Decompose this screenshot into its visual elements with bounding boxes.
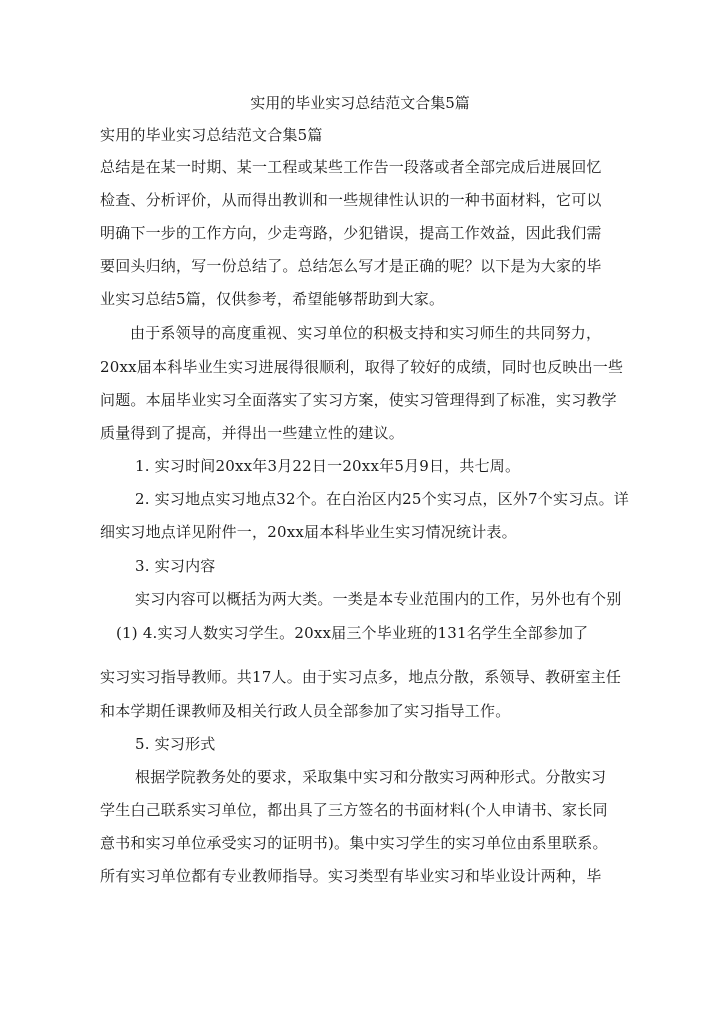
text-line: 实习内容可以概括为两大类。一类是本专业范围内的工作，另外也有个别 [135,590,622,608]
text-line: 总结是在某一时期、某一工程或某些工作告一段落或者全部完成后进展回忆 [100,158,602,176]
text-line: 问题。本届毕业实习全面落实了实习方案，使实习管理得到了标准，实习教学 [100,391,617,409]
text-line: 学生白己联系实习单位，都出具了三方签名的书面材料(个人申请书、家长同 [100,801,608,819]
list-item: 2. 实习地点实习地点32个。在白治区内25个实习点，区外7个实习点。详 [135,490,629,508]
text-line: 实习实习指导教师。共17人。由于实习点多，地点分散，系领导、教研室主任 [100,668,622,686]
text-line: 意书和实习单位承受实习的证明书)。集中实习学生的实习单位由系里联系。 [100,834,608,852]
text-line: 要回头归纳，写一份总结了。总结怎么写才是正确的呢？以下是为大家的毕 [100,257,602,275]
text-line: 业实习总结5篇，仅供参考，希望能够帮助到大家。 [100,290,445,308]
list-item: 3. 实习内容 [135,557,216,575]
text-line: 根据学院教务处的要求，采取集中实习和分散实习两种形式。分散实习 [135,768,607,786]
text-line: 所有实习单位都有专业教师指导。实习类型有毕业实习和毕业设计两种，毕 [100,867,602,885]
text-line-heading: 实用的毕业实习总结范文合集5篇 [100,126,323,144]
text-line: 检查、分析评价，从而得出教训和一些规律性认识的一种书面材料，它可以 [100,191,602,209]
list-item: (1) 4.实习人数实习学生。20xx届三个毕业班的131名学生全部参加了 [116,624,589,642]
document-title: 实用的毕业实习总结范文合集5篇 [250,94,470,112]
text-line: 明确下一步的工作方向，少走弯路，少犯错误，提高工作效益，因此我们需 [100,224,602,242]
text-line: 20xx届本科毕业生实习进展得很顺利，取得了较好的成绩，同时也反映出一些 [100,358,624,376]
text-line: 由于系领导的高度重视、实习单位的积极支持和实习师生的共同努力， [130,324,602,342]
text-line: 细实习地点详见附件一，20xx届本科毕业生实习情况统计表。 [100,523,517,541]
text-line: 和本学期任课教师及相关行政人员全部参加了实习指导工作。 [100,702,511,720]
list-item: 5. 实习形式 [135,735,216,753]
text-line: 质量得到了提高，并得出一些建立性的建议。 [100,424,405,442]
list-item: 1. 实习时间20xx年3月22日一20xx年5月9日，共七周。 [135,457,521,475]
